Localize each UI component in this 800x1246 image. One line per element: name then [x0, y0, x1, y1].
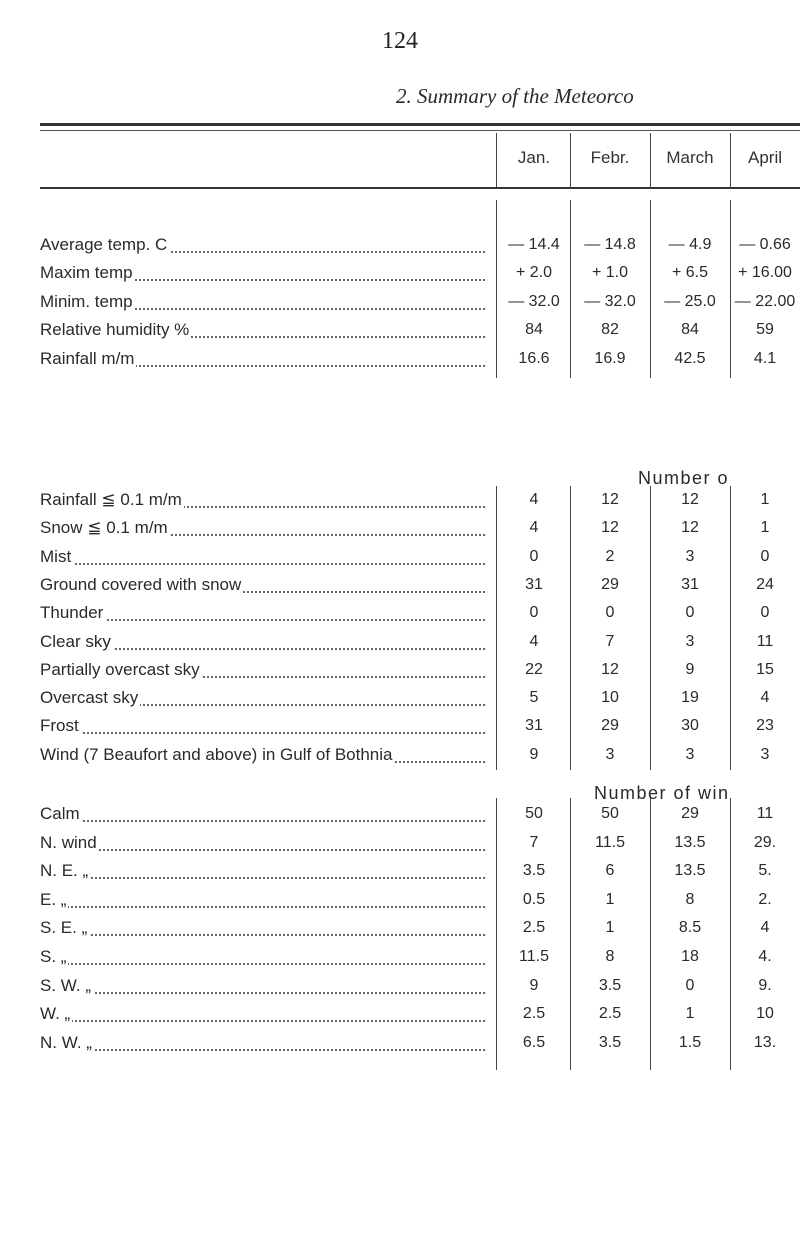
row-label-text: Wind (7 Beaufort and above) in Gulf of Bothnia	[40, 744, 393, 764]
table-cell: — 14.8	[584, 236, 636, 253]
table-cell: 4	[529, 632, 539, 650]
row-label-text: Rainfall ≦ 0.1 m/m	[40, 490, 182, 509]
dot-leader	[40, 992, 485, 994]
row-label	[40, 859, 485, 883]
dot-leader	[40, 1049, 485, 1051]
row-label-text: Thunder	[40, 603, 104, 623]
table-row	[0, 743, 800, 771]
table-cell: 0.5	[522, 890, 546, 908]
table-cell: 11	[756, 805, 774, 822]
dot-leader	[40, 563, 485, 565]
table-cell: 3	[685, 745, 695, 763]
table-cell: 9	[685, 660, 695, 678]
table-cell: 1	[605, 890, 615, 908]
table-cell: 4	[529, 491, 539, 508]
table-cell: 3	[760, 745, 770, 763]
table-cell: 3.5	[598, 1033, 622, 1051]
table-cell: 19	[681, 689, 699, 707]
table-cell: 31	[681, 575, 699, 593]
table-cell: — 32.0	[584, 292, 636, 310]
table-cell: 11.5	[519, 948, 549, 965]
table-row	[0, 831, 800, 859]
row-label	[40, 974, 485, 998]
row-label-text: Ground covered with snow	[40, 574, 242, 594]
row-label	[40, 318, 485, 342]
table-cell: 12	[681, 491, 699, 508]
table-cell: 4	[760, 919, 770, 937]
table-row	[0, 630, 800, 658]
header-divider	[730, 133, 731, 187]
table-cell: 82	[601, 321, 619, 339]
row-label-text: Average temp. C	[40, 235, 168, 254]
header-divider	[496, 133, 497, 187]
table-cell: 22	[525, 660, 543, 678]
column-header-april: April	[747, 148, 782, 167]
table-cell: 29	[681, 805, 699, 822]
table-cell: 2.	[758, 890, 772, 908]
table-cell: 1	[605, 919, 615, 937]
row-label-text: Relative humidity %	[40, 320, 190, 340]
table-cell: 1.5	[678, 1033, 702, 1051]
header-divider	[650, 133, 651, 187]
row-label-text: W. „	[40, 1004, 71, 1024]
table-cell: 31	[525, 575, 543, 593]
table-cell: 29.	[753, 833, 777, 851]
table-row	[0, 916, 800, 944]
section-heading-number-of-winds: Number of win	[594, 783, 730, 803]
table-cell: 10	[601, 689, 619, 707]
table-cell: 10	[756, 1005, 774, 1023]
row-label-text: Partially overcast sky	[40, 659, 200, 679]
table-cell: 4.	[758, 948, 772, 965]
table-row	[0, 714, 800, 742]
column-header-march: March	[666, 148, 714, 167]
table-cell: 18	[681, 948, 699, 965]
table-row	[0, 859, 800, 887]
row-label-text: Rainfall m/m	[40, 348, 135, 368]
table-cell: 2	[605, 547, 615, 565]
table-row	[0, 573, 800, 601]
row-label	[40, 290, 485, 314]
row-label-text: Frost	[40, 716, 79, 736]
table-cell: 0	[760, 604, 770, 622]
header-divider	[570, 133, 571, 187]
column-header-jan: Jan.	[517, 148, 551, 167]
table-cell: 16.9	[594, 349, 626, 367]
row-label	[40, 888, 485, 912]
row-label	[40, 601, 485, 625]
table-cell: 2.5	[598, 1005, 622, 1023]
row-label	[40, 686, 485, 710]
table-cell: — 25.0	[664, 292, 716, 310]
table-cell: 2.5	[522, 919, 546, 937]
table-cell: 13.	[753, 1033, 777, 1051]
table-cell: 0	[605, 604, 615, 622]
column-header-feb: Febr.	[590, 148, 630, 167]
table-cell: 5.	[758, 862, 772, 880]
dot-leader	[40, 820, 485, 822]
table-row	[0, 290, 800, 318]
table-cell: 8.5	[678, 919, 702, 937]
table-cell: 0	[529, 604, 539, 622]
table-cell: 6	[605, 862, 615, 880]
row-label	[40, 516, 485, 540]
row-label	[40, 945, 485, 969]
table-cell: 23	[756, 717, 774, 735]
table-cell: 5	[529, 689, 539, 707]
row-label	[40, 743, 485, 767]
table-cell: 84	[681, 321, 699, 339]
table-cell: — 22.00	[734, 292, 796, 310]
table-cell: 50	[601, 805, 619, 822]
dot-leader	[40, 849, 485, 851]
table-row	[0, 945, 800, 973]
row-label-text: Overcast sky	[40, 688, 139, 708]
table-cell: 0	[760, 547, 770, 565]
table-cell: 13.5	[674, 833, 706, 851]
table-cell: — 32.0	[508, 292, 560, 310]
table-cell: 24	[756, 575, 774, 593]
table-cell: 15	[756, 660, 774, 678]
row-label-text: N. wind	[40, 832, 97, 852]
row-label	[40, 1031, 485, 1055]
row-label-text: Minim. temp	[40, 291, 133, 311]
table-cell: 3	[685, 632, 695, 650]
table-cell: 50	[525, 805, 543, 822]
table-cell: 0	[529, 547, 539, 565]
table-cell: 9	[529, 976, 539, 994]
table-cell: 12	[601, 660, 619, 678]
row-label-text: N. E. „	[40, 861, 89, 881]
header-rule-top-thin	[40, 130, 800, 131]
table-row	[0, 1031, 800, 1059]
table-cell: 3.5	[598, 976, 622, 994]
table-cell: 11	[756, 632, 774, 650]
table-row	[0, 318, 800, 346]
table-cell: 7	[529, 833, 539, 851]
table-cell: 13.5	[674, 862, 706, 880]
table-cell: 0	[685, 604, 695, 622]
table-cell: 7	[605, 632, 615, 650]
row-label	[40, 630, 485, 654]
table-cell: 12	[601, 491, 619, 508]
table-cell: 30	[681, 717, 699, 735]
table-cell: 4	[760, 689, 770, 707]
table-cell: 3	[685, 547, 695, 565]
table-cell: 1	[685, 1005, 695, 1023]
table-cell: 59	[756, 321, 774, 339]
table-cell: + 1.0	[591, 264, 629, 282]
row-label	[40, 347, 485, 371]
table-cell: 84	[525, 321, 543, 339]
dot-leader	[40, 1020, 485, 1022]
table-row	[0, 233, 800, 261]
table-cell: 0	[685, 976, 695, 994]
row-label-text: S. „	[40, 947, 67, 966]
table-cell: — 4.9	[668, 236, 712, 253]
row-label	[40, 831, 485, 855]
row-label	[40, 916, 485, 940]
table-row	[0, 545, 800, 573]
row-label	[40, 714, 485, 738]
row-label	[40, 658, 485, 682]
table-cell: 4.1	[753, 349, 777, 367]
dot-leader	[40, 934, 485, 936]
table-cell: + 2.0	[515, 264, 553, 282]
row-label-text: N. W. „	[40, 1032, 92, 1052]
page-number: 124	[382, 28, 418, 54]
table-cell: 29	[601, 717, 619, 735]
row-label	[40, 261, 485, 285]
table-cell: 8	[605, 948, 615, 965]
row-label-text: S. E. „	[40, 918, 88, 938]
dot-leader	[40, 877, 485, 879]
row-label	[40, 488, 485, 512]
table-cell: 3.5	[522, 862, 546, 880]
row-label	[40, 802, 485, 826]
row-label-text: Calm	[40, 804, 80, 823]
table-cell: 29	[601, 575, 619, 593]
table-row	[0, 888, 800, 916]
table-cell: 12	[681, 519, 699, 537]
page-title: 2. Summary of the Meteorco	[396, 84, 634, 108]
table-cell: 2.5	[522, 1005, 546, 1023]
table-cell: 31	[525, 717, 543, 735]
section-heading-number-of-days: Number o	[638, 468, 730, 488]
table-row	[0, 686, 800, 714]
table-cell: 4	[529, 519, 539, 537]
row-label	[40, 1002, 485, 1026]
row-label-text: S. W. „	[40, 975, 91, 995]
row-label-text: Maxim temp	[40, 263, 133, 283]
header-rule-bottom	[40, 187, 800, 189]
table-cell: — 0.66	[739, 236, 791, 253]
table-row	[0, 516, 800, 544]
dot-leader	[40, 963, 485, 965]
row-label-text: Clear sky	[40, 631, 111, 651]
table-cell: + 16.00	[738, 264, 792, 282]
table-cell: 12	[601, 519, 619, 537]
table-cell: 3	[605, 745, 615, 763]
table-cell: 1	[760, 491, 770, 508]
table-row	[0, 601, 800, 629]
row-label	[40, 573, 485, 597]
table-cell: 9.	[758, 976, 772, 994]
table-row	[0, 488, 800, 516]
row-label	[40, 545, 485, 569]
table-row	[0, 1002, 800, 1030]
row-label-text: E. „	[40, 889, 67, 909]
table-row	[0, 802, 800, 830]
table-row	[0, 347, 800, 375]
dot-leader	[40, 906, 485, 908]
table-cell: 1	[760, 519, 770, 537]
dot-leader	[40, 732, 485, 734]
table-cell: 6.5	[522, 1033, 546, 1051]
table-row	[0, 261, 800, 289]
table-cell: 16.6	[518, 349, 550, 367]
table-cell: + 6.5	[671, 264, 709, 282]
table-cell: — 14.4	[508, 236, 560, 253]
row-label-text: Snow ≦ 0.1 m/m	[40, 518, 168, 538]
table-row	[0, 974, 800, 1002]
table-row	[0, 658, 800, 686]
row-label	[40, 233, 485, 257]
dot-leader	[40, 619, 485, 621]
header-rule-top	[40, 123, 800, 126]
table-cell: 42.5	[674, 349, 706, 367]
table-cell: 11.5	[595, 833, 625, 851]
table-cell: 8	[685, 890, 695, 908]
table-cell: 9	[529, 745, 539, 763]
row-label-text: Mist	[40, 546, 72, 566]
